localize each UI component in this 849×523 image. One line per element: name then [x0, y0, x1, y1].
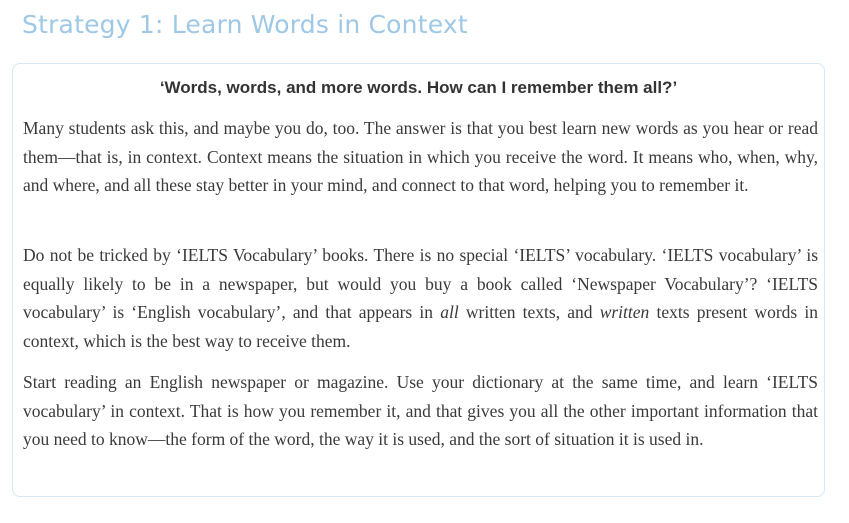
section-heading: Strategy 1: Learn Words in Context [22, 10, 468, 39]
box-title: ‘Words, words, and more words. How can I remember them all?’ [159, 78, 678, 97]
paragraph-2-part-3: texts present words in context, which is the best way to receive them. [23, 302, 819, 352]
paragraph-1: Many students ask this, and maybe you do, too. The answer is that you best learn new words as you hear or read them—that is, in context. Context means the situation in which you receive the word. It means who, when, why, and where, and all these stay better in your mind, and connect to that word, helping you to remember it. [23, 118, 818, 196]
paragraph-2-part-1: Do not be tricked by ‘IELTS Vocabulary’ books. There is no special ‘IELTS’ vocabulary. ‘IELTS vocabulary’ is equally likely to be in a newspaper, but would you buy a book called ‘Newspaper Vocabulary’? ‘IELTS vocabulary’ is ‘English vocabulary’, and that appears in [23, 245, 818, 323]
emphasis-all: all [440, 302, 459, 323]
emphasis-written: written [599, 302, 650, 323]
paragraph-2 [23, 241, 818, 356]
paragraph-2-part-2: written texts, and [458, 302, 600, 323]
content-box [12, 63, 825, 497]
paragraph-3: Start reading an English newspaper or magazine. Use your dictionary at the same time, and learn ‘IELTS vocabulary’ in context. That is how you remember it, and that gives you all the other important information that you need to know—the form of the word, the way it is used, and the sort of situation it is used in. [23, 372, 818, 450]
